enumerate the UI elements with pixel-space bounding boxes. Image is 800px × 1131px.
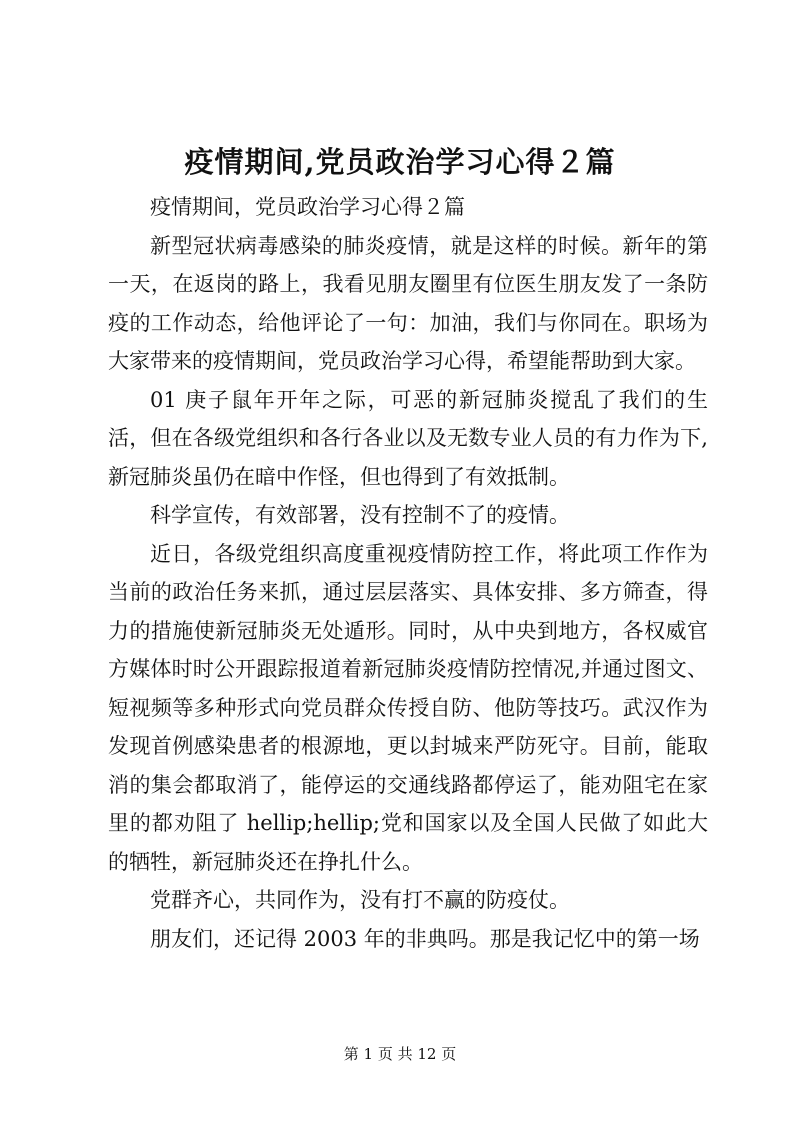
- paragraph-heading-science: 科学宣传，有效部署，没有控制不了的疫情。: [150, 503, 570, 527]
- page-number: 第 1 页 共 12 页: [343, 1045, 457, 1063]
- paragraph-recent-measures: 近日，各级党组织高度重视疫情防控工作，将此项工作作为当前的政治任务来抓，通过层层落实、具体安排、多方筛查，得力的措施使新冠肺炎无处遁形。同时，从中央到地方，各权威官方媒体时时公开跟踪报道着新冠肺炎疫情防控情况,并通过图文、短视频等多种形式向党员群众传授自防、他防等技巧。武汉作为发现首例感染患者的根源地，更以封城来严防死守。目前，能取消的集会都取消了，能停运的交通线路都停运了，能劝阻宅在家里的都劝阻了 hellip;hellip;党和国家以及全国人民做了如此大的牺牲，新冠肺炎还在挣扎什么。: [108, 541, 708, 874]
- paragraph-subtitle: 疫情期间，党员政治学习心得２篇: [150, 195, 465, 219]
- paragraph-heading-unity: 党群齐心，共同作为，没有打不赢的防疫仗。: [150, 888, 570, 912]
- document-body: [108, 188, 708, 958]
- paragraph-intro: 新型冠状病毒感染的肺炎疫情，就是这样的时候。新年的第一天，在返岗的路上，我看见朋友圈里有位医生朋友发了一条防疫的工作动态，给他评论了一句：加油，我们与你同在。职场为大家带来的疫情期间，党员政治学习心得，希望能帮助到大家。: [108, 233, 708, 373]
- paragraph-section-01: 01 庚子鼠年开年之际，可恶的新冠肺炎搅乱了我们的生活，但在各级党组织和各行各业以及无数专业人员的有力作为下,新冠肺炎虽仍在暗中作怪，但也得到了有效抵制。: [108, 387, 708, 489]
- paragraph-sars-memory: 朋友们，还记得 2003 年的非典吗。那是我记忆中的第一场: [150, 926, 700, 951]
- document-title: 疫情期间,党员政治学习心得２篇: [184, 145, 616, 179]
